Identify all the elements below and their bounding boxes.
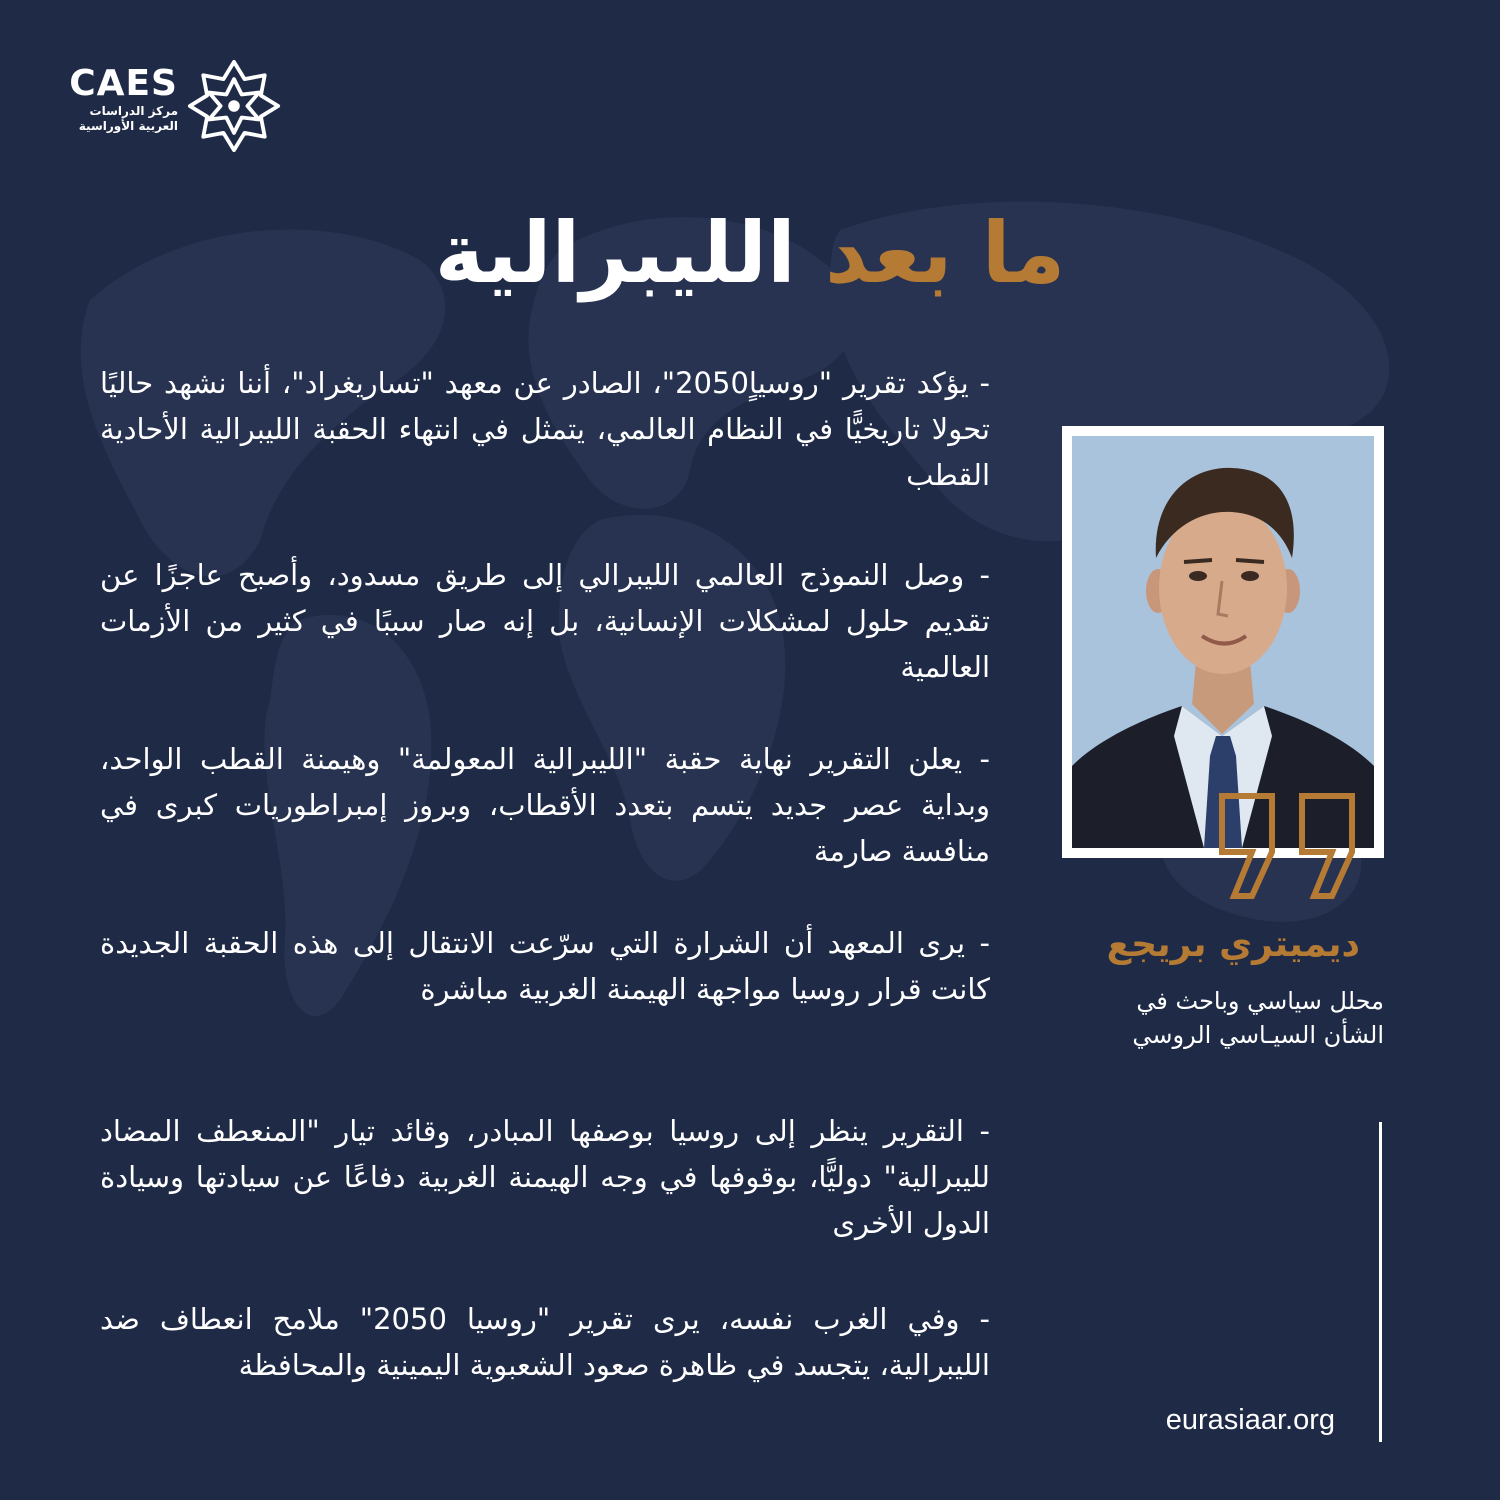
logo-abbreviation: CAES — [69, 63, 178, 104]
website-link[interactable]: eurasiaar.org — [1165, 1404, 1335, 1436]
page-title — [0, 188, 1500, 318]
divider-line — [1379, 1122, 1382, 1442]
person-description — [1040, 984, 1384, 1052]
bullet-item: - التقرير ينظر إلى روسيا بوصفها المبادر، وقائد تيار "المنعطف المضاد لليبرالية" دوليًّا، بوقوفها في وجه الهيمنة الغربية دفاعًا عن سيادتها وسيادة الدول الأخرى — [100, 1114, 990, 1240]
star-octagon-icon — [186, 58, 282, 154]
bullet-item: - وفي الغرب نفسه، يرى تقرير "روسيا 2050" ملامح انعطاف ضد الليبرالية، يتجسد في ظاهرة صعود الشعبوية اليمينية والمحافظة — [100, 1302, 990, 1382]
bullet-item: - يؤكد تقرير "روسياٍ2050"، الصادر عن معهد "تساريغراد"، أننا نشهد حاليًا تحولا تاريخيًّا في النظام العالمي، يتمثل في انتهاء الحقبة الليبرالية الأحادية القطب — [100, 366, 990, 492]
logo-name-line-2: العربية الأوراسية — [78, 119, 178, 133]
bullet-item: - يرى المعهد أن الشرارة التي سرّعت الانتقال إلى هذه الحقبة الجديدة كانت قرار روسيا مواجهة الهيمنة الغربية مباشرة — [100, 926, 990, 1006]
bullet-item: - يعلن التقرير نهاية حقبة "الليبرالية المعولمة" وهيمنة القطب الواحد، وبداية عصر جديد يتسم بتعدد الأقطاب، وبروز إمبراطوريات كبرى في منافسة صارمة — [100, 742, 990, 868]
person-name: ديميتري بريجع — [1106, 924, 1360, 965]
person-description-line-2: الشأن السيـاسي الروسي — [1132, 1021, 1384, 1049]
logo-text — [58, 64, 178, 134]
logo-name-line-1: مركز الدراسات — [89, 104, 178, 118]
portrait-photo — [1072, 436, 1374, 848]
title-main: الليبرالية — [434, 204, 796, 302]
quote-mark-icon — [1212, 792, 1362, 902]
bullet-item: - وصل النموذج العالمي الليبرالي إلى طريق مسدود، وأصبح عاجزًا عن تقديم حلول لمشكلات الإنسانية، بل إنه صار سببًا في كثير من الأزمات العالمية — [100, 558, 990, 684]
person-description-line-1: محلل سياسي وباحث في — [1136, 987, 1384, 1015]
caes-logo — [58, 58, 308, 158]
title-accent: ما بعد — [825, 204, 1066, 302]
